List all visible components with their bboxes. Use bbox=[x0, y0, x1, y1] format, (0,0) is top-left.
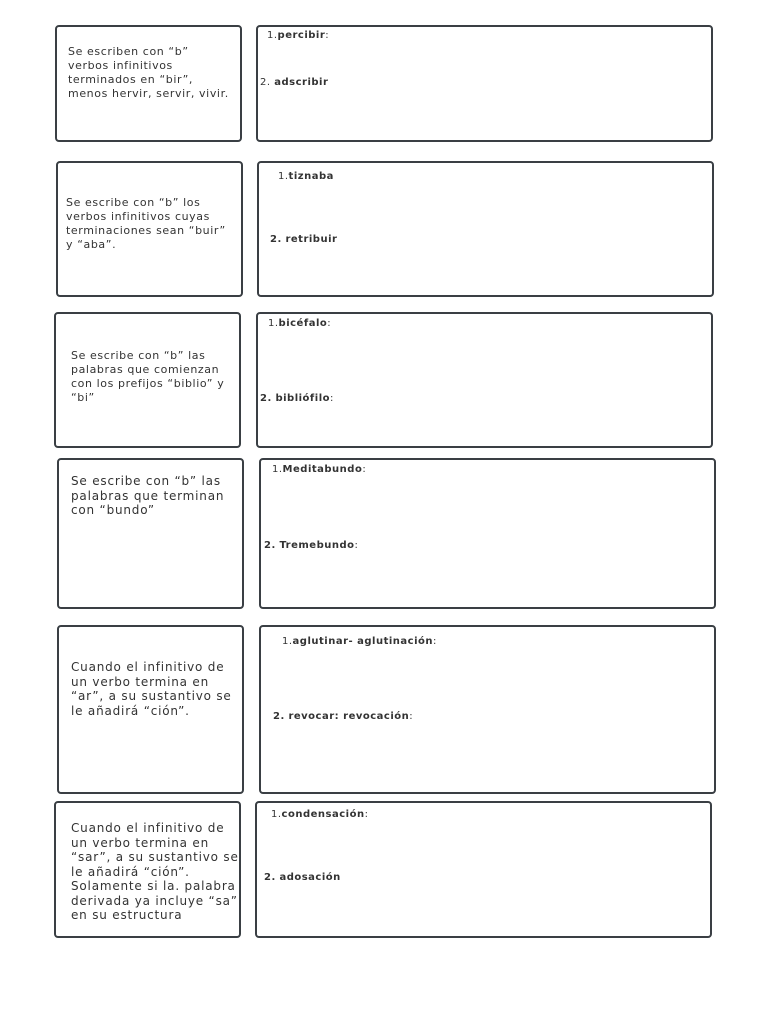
rule-text: Cuando el infinitivo de un verbo termina en “sar”, a su sustantivo se le añadirá “ción”. Solamente si la. palabra derivada ya incluye “sa” en su estructura bbox=[71, 821, 239, 922]
example-2 bbox=[273, 710, 413, 723]
example-word: Meditabundo bbox=[282, 464, 363, 475]
example-2 bbox=[264, 539, 358, 552]
example-number: 1. bbox=[271, 809, 282, 820]
rule-box bbox=[56, 161, 243, 297]
example-box bbox=[259, 458, 716, 609]
example-word: aglutinar- aglutinación bbox=[292, 636, 434, 647]
example-number: 2. bbox=[260, 77, 271, 88]
example-word: percibir bbox=[277, 30, 326, 41]
example-2 bbox=[260, 76, 328, 89]
example-word: Tremebundo bbox=[279, 540, 355, 551]
example-box bbox=[255, 801, 712, 938]
rule-text: Se escribe con “b” las palabras que terminan con “bundo” bbox=[71, 474, 225, 517]
example-suffix: : bbox=[364, 809, 369, 820]
example-suffix: : bbox=[354, 540, 359, 551]
example-word: bicéfalo bbox=[278, 318, 328, 329]
example-1 bbox=[268, 317, 331, 330]
example-number: 1. bbox=[267, 30, 278, 41]
example-suffix: : bbox=[433, 636, 437, 647]
example-1 bbox=[271, 808, 368, 821]
rule-box bbox=[57, 625, 244, 794]
example-number: 2. bbox=[264, 872, 276, 883]
example-number: 2. bbox=[264, 540, 276, 551]
example-suffix: : bbox=[330, 393, 334, 404]
example-word: bibliófilo bbox=[275, 393, 330, 404]
rule-box bbox=[57, 458, 244, 609]
example-box bbox=[259, 625, 716, 794]
example-1 bbox=[278, 170, 334, 183]
example-number: 1. bbox=[272, 464, 283, 475]
example-suffix: : bbox=[327, 318, 332, 329]
example-number: 2. bbox=[273, 711, 285, 722]
example-1 bbox=[282, 635, 437, 648]
example-suffix: : bbox=[409, 711, 414, 722]
example-word: revocar: revocación bbox=[288, 711, 410, 722]
rule-text: Se escriben con “b” verbos infinitivos terminados en “bir”, menos hervir, servir, vivir. bbox=[68, 45, 229, 100]
example-box bbox=[256, 312, 713, 448]
example-word: tiznaba bbox=[288, 171, 334, 182]
rule-text: Se escribe con “b” los verbos infinitivos cuyas terminaciones sean “buir” y “aba”. bbox=[66, 196, 226, 251]
rule-box bbox=[55, 25, 242, 142]
example-number: 2. bbox=[270, 234, 282, 245]
example-box bbox=[256, 25, 713, 142]
example-1 bbox=[267, 29, 329, 42]
example-number: 2. bbox=[260, 393, 272, 404]
example-box bbox=[257, 161, 714, 297]
example-word: retribuir bbox=[285, 234, 338, 245]
example-2 bbox=[270, 233, 337, 246]
example-word: adscribir bbox=[274, 77, 329, 88]
example-2 bbox=[264, 871, 341, 884]
example-2 bbox=[260, 392, 334, 405]
rule-text: Se escribe con “b” las palabras que comienzan con los prefijos “biblio” y “bi” bbox=[71, 349, 225, 404]
example-number: 1. bbox=[268, 318, 279, 329]
example-1 bbox=[272, 463, 366, 476]
example-word: condensación bbox=[281, 809, 365, 820]
example-word: adosación bbox=[279, 872, 341, 883]
rule-box bbox=[54, 801, 241, 938]
example-suffix: : bbox=[325, 30, 330, 41]
example-suffix: : bbox=[362, 464, 367, 475]
example-number: 1. bbox=[282, 636, 293, 647]
rule-box bbox=[54, 312, 241, 448]
rule-text: Cuando el infinitivo de un verbo termina en “ar”, a su sustantivo se le añadirá “ción”. bbox=[71, 660, 232, 718]
example-number: 1. bbox=[278, 171, 289, 182]
